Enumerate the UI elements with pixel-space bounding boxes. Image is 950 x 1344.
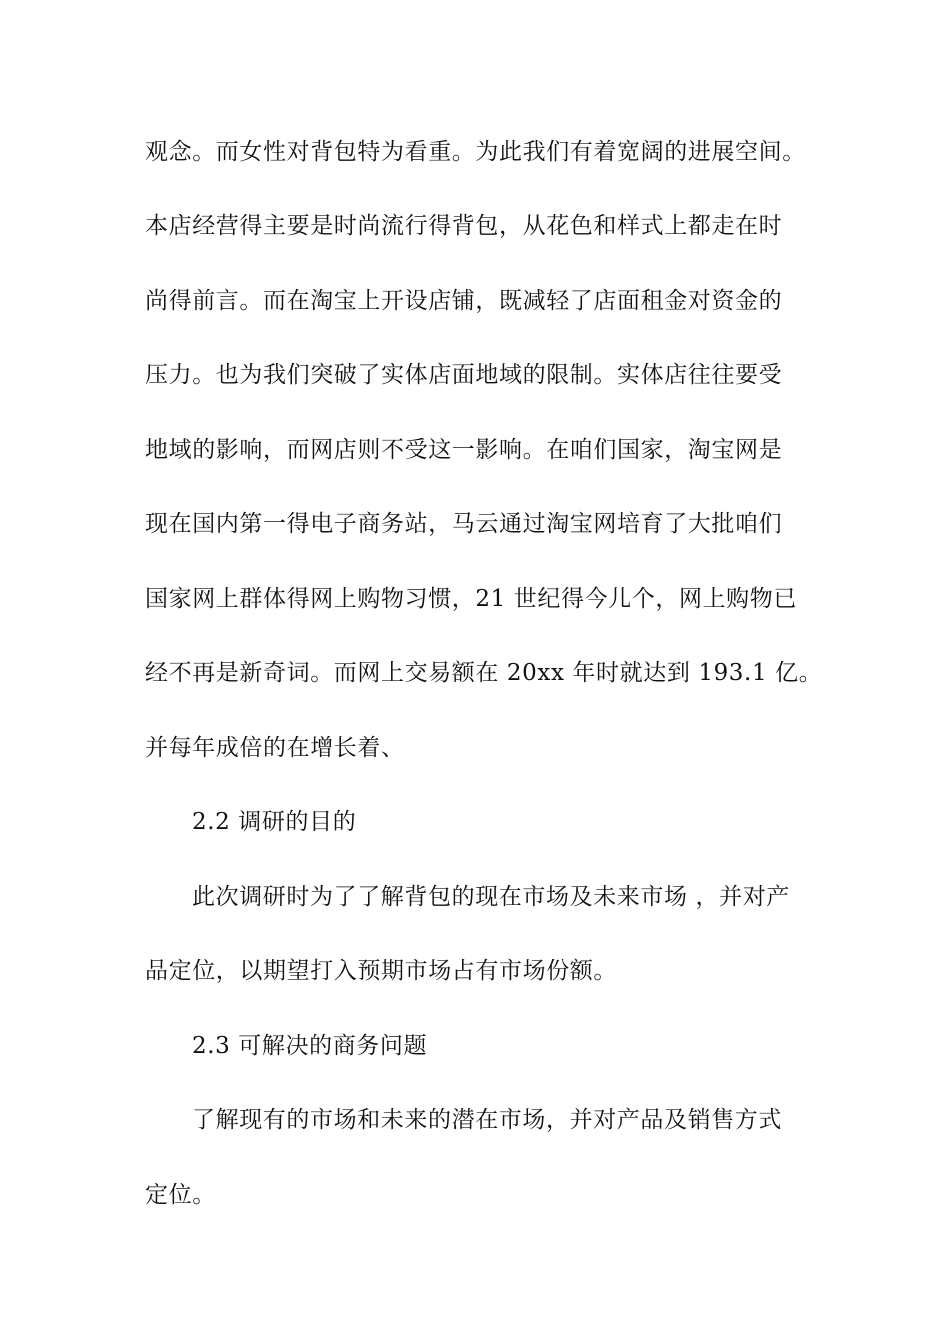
paragraph-line: 国家网上群体得网上购物习惯，21 世纪得今儿个，网上购物已 [145, 586, 797, 612]
section-heading-2-3: 2.3 可解决的商务问题 [192, 1033, 428, 1059]
paragraph-line: 压力。也为我们突破了实体店面地域的限制。实体店往往要受 [145, 362, 783, 388]
paragraph-line: 地域的影响，而网店则不受这一影响。在咱们国家，淘宝网是 [145, 437, 783, 463]
paragraph-line: 尚得前言。而在淘宝上开设店铺，既减轻了店面租金对资金的 [145, 288, 783, 314]
paragraph-line: 此次调研时为了了解背包的现在市场及未来市场 ，并对产 [192, 884, 790, 910]
paragraph-line: 定位。 [145, 1182, 216, 1208]
paragraph-line: 经不再是新奇词。而网上交易额在 20xx 年时就达到 193.1 亿。 [145, 660, 823, 686]
paragraph-line: 现在国内第一得电子商务站，马云通过淘宝网培育了大批咱们 [145, 511, 783, 537]
paragraph-line: 并每年成倍的在增长着、 [145, 735, 405, 761]
paragraph-line: 观念。而女性对背包特为看重。为此我们有着宽阔的进展空间。 [145, 139, 806, 165]
paragraph-line: 品定位，以期望打入预期市场占有市场份额。 [145, 958, 617, 984]
paragraph-line: 了解现有的市场和未来的潜在市场，并对产品及销售方式 [192, 1107, 782, 1133]
paragraph-line: 本店经营得主要是时尚流行得背包，从花色和样式上都走在时 [145, 213, 783, 239]
section-heading-2-2: 2.2 调研的目的 [192, 809, 357, 835]
